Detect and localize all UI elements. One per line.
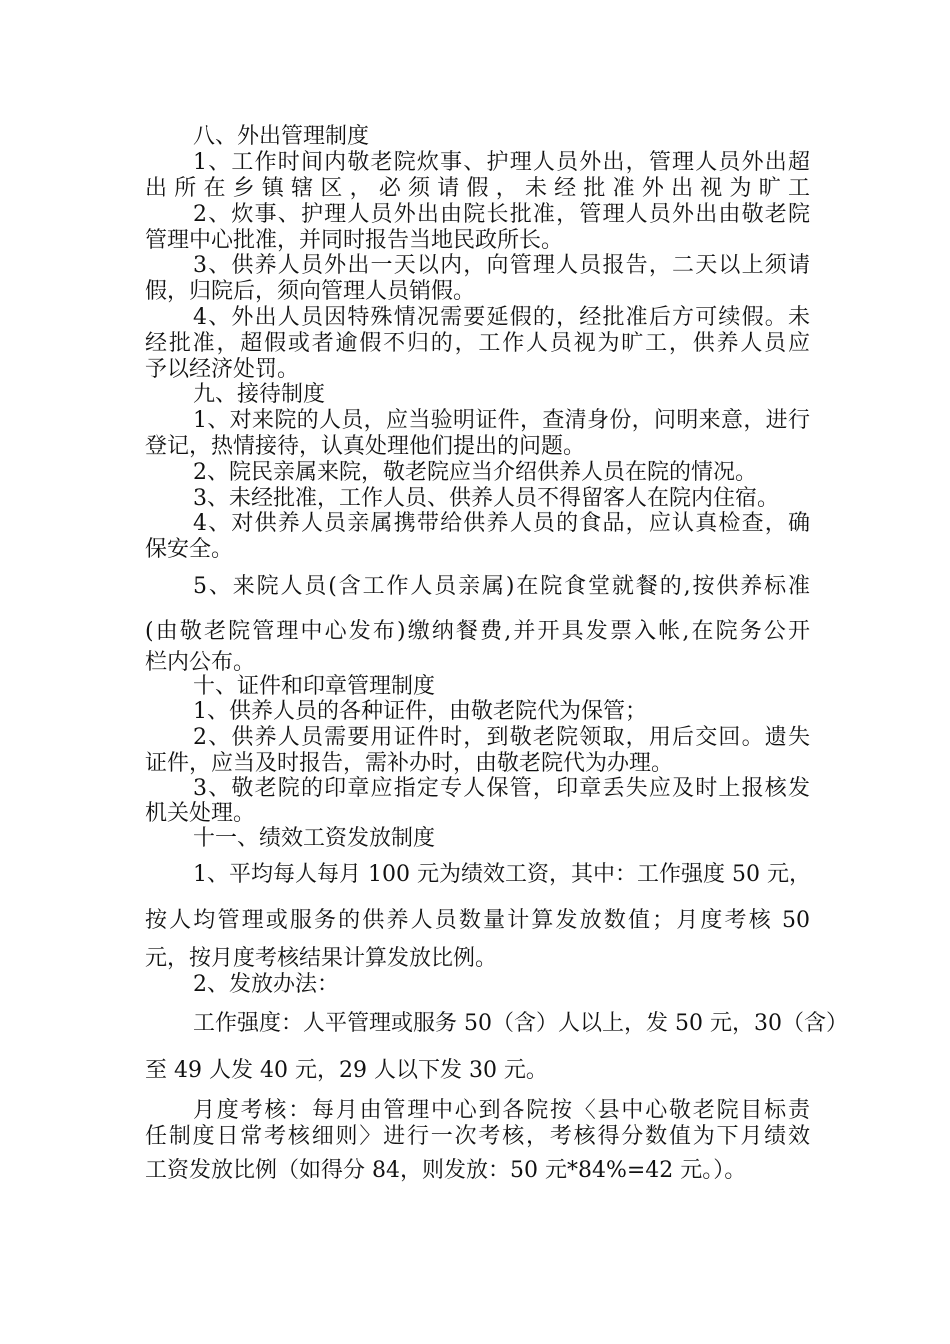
paragraph-line: 假，归院后，须向管理人员销假。: [145, 279, 476, 304]
paragraph-line: 2、院民亲属来院，敬老院应当介绍供养人员在院的情况。: [193, 460, 757, 485]
paragraph-line: 2、发放办法：: [193, 972, 339, 997]
paragraph-line: 登记，热情接待，认真处理他们提出的问题。: [145, 434, 586, 459]
paragraph-line: (由敬老院管理中心发布)缴纳餐费,并开具发票入帐,在院务公开: [145, 619, 810, 644]
paragraph-line: 3、未经批准，工作人员、供养人员不得留客人在院内住宿。: [193, 486, 779, 511]
paragraph-line: 4、对供养人员亲属携带给供养人员的食品，应认真检查，确: [193, 511, 810, 536]
paragraph-line: 1、对来院的人员，应当验明证件，查清身份，问明来意，进行: [193, 408, 810, 433]
section-heading: 九、接待制度: [193, 382, 326, 407]
paragraph-line: 予以经济处罚。: [145, 357, 300, 382]
paragraph-line: 工作强度：人平管理或服务 50（含）人以上，发 50 元，30（含）: [193, 1011, 848, 1036]
paragraph-line: 经批准，超假或者逾假不归的，工作人员视为旷工，供养人员应: [145, 331, 810, 356]
paragraph-line: 保安全。: [145, 537, 234, 562]
paragraph-line: 至 49 人发 40 元，29 人以下发 30 元。: [145, 1058, 548, 1083]
paragraph-line: 1、供养人员的各种证件，由敬老院代为保管；: [193, 699, 647, 724]
paragraph-line: 按人均管理或服务的供养人员数量计算发放数值；月度考核 50: [145, 908, 810, 933]
paragraph-line: 管理中心批准，并同时报告当地民政所长。: [145, 228, 564, 253]
paragraph-line: 3、供养人员外出一天以内，向管理人员报告，二天以上须请: [193, 253, 810, 278]
paragraph-line: 机关处理。: [145, 801, 256, 826]
paragraph-line: 2、供养人员需要用证件时，到敬老院领取，用后交回。遗失: [193, 725, 810, 750]
section-heading: 十一、绩效工资发放制度: [193, 826, 436, 851]
section-heading: 八、外出管理制度: [193, 124, 370, 149]
paragraph-line: 月度考核：每月由管理中心到各院按〈县中心敬老院目标责: [193, 1098, 810, 1123]
paragraph-line: 工资发放比例（如得分 84，则发放：50 元*84%=42 元。）。: [145, 1158, 747, 1183]
paragraph-line: 栏内公布。: [145, 650, 256, 675]
paragraph-line: 出所在乡镇辖区，必须请假，未经批准外出视为旷工: [145, 176, 810, 201]
paragraph-line: 元，按月度考核结果计算发放比例。: [145, 946, 498, 971]
paragraph-line: 1、工作时间内敬老院炊事、护理人员外出，管理人员外出超: [193, 150, 810, 175]
paragraph-line: 4、外出人员因特殊情况需要延假的，经批准后方可续假。未: [193, 305, 810, 330]
paragraph-line: 1、平均每人每月 100 元为绩效工资，其中：工作强度 50 元，: [193, 862, 811, 887]
section-heading: 十、证件和印章管理制度: [193, 674, 436, 699]
paragraph-line: 3、敬老院的印章应指定专人保管，印章丢失应及时上报核发: [193, 776, 810, 801]
paragraph-line: 证件，应当及时报告，需补办时，由敬老院代为办理。: [145, 751, 674, 776]
paragraph-line: 2、炊事、护理人员外出由院长批准，管理人员外出由敬老院: [193, 202, 810, 227]
paragraph-line: 任制度日常考核细则〉进行一次考核，考核得分数值为下月绩效: [145, 1124, 810, 1149]
paragraph-line: 5、来院人员(含工作人员亲属)在院食堂就餐的,按供养标准: [193, 574, 810, 599]
